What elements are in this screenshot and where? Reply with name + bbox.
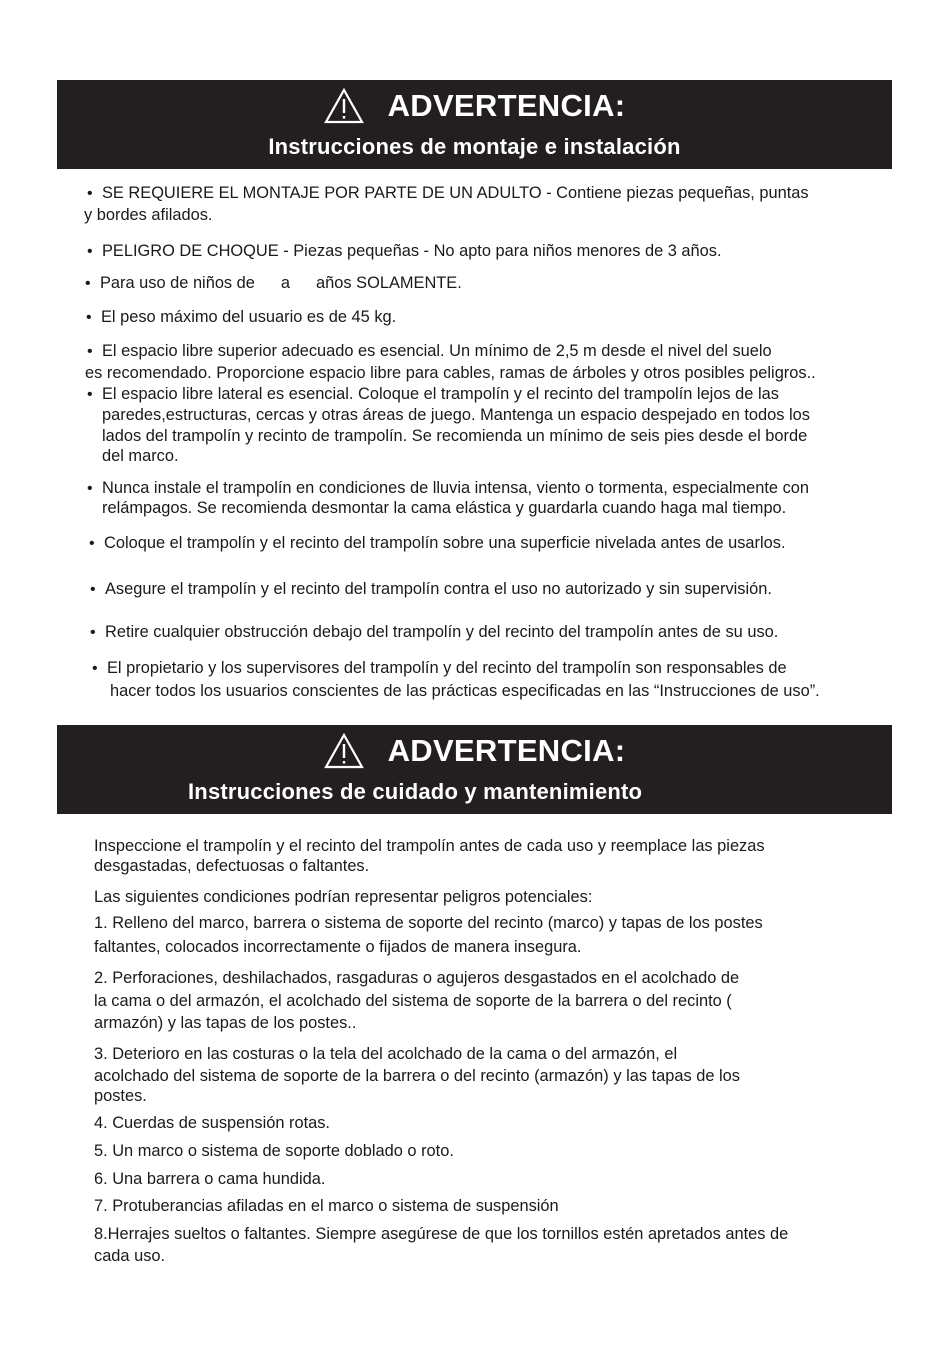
bullet-marker: • xyxy=(87,343,93,360)
item-choking-hazard: PELIGRO DE CHOQUE - Piezas pequeñas - No apto para niños menores de 3 años. xyxy=(102,242,722,260)
age-range-suffix: años SOLAMENTE. xyxy=(316,274,462,292)
item-side-clearance-line: El espacio libre lateral es esencial. Coloque el trampolín y el recinto del trampolín lejos de las xyxy=(102,385,779,403)
inspection-intro-line: Inspeccione el trampolín y el recinto del trampolín antes de cada uso y reemplace las piezas xyxy=(94,837,765,855)
warning-banner-maintenance xyxy=(57,725,892,814)
hazard-item-7: 7. Protuberancias afiladas en el marco o sistema de suspensión xyxy=(94,1197,559,1215)
hazard-item-3-line: acolchado del sistema de soporte de la barrera o del recinto (armazón) y las tapas de los xyxy=(94,1067,740,1085)
hazard-item-3-line: postes. xyxy=(94,1087,147,1105)
bullet-marker: • xyxy=(92,660,98,677)
bullet-marker: • xyxy=(89,535,95,552)
hazard-item-1-line: 1. Relleno del marco, barrera o sistema de soporte del recinto (marco) y tapas de los postes xyxy=(94,914,763,932)
item-adult-assembly-line: SE REQUIERE EL MONTAJE POR PARTE DE UN ADULTO - Contiene piezas pequeñas, puntas xyxy=(102,184,809,202)
item-side-clearance-line: del marco. xyxy=(102,447,179,465)
item-side-clearance-line: paredes,estructuras, cercas y otras áreas de juego. Mantenga un espacio despejado en todos los xyxy=(102,406,810,424)
age-range-prefix: Para uso de niños de xyxy=(100,274,255,292)
item-adult-assembly-line: y bordes afilados. xyxy=(84,206,213,224)
item-overhead-clearance-line: es recomendado. Proporcione espacio libre para cables, ramas de árboles y otros posibles peligros.. xyxy=(85,364,816,382)
bullet-marker: • xyxy=(87,386,93,403)
hazard-item-2-line: la cama o del armazón, el acolchado del sistema de soporte de la barrera o del recinto ( xyxy=(94,992,732,1010)
warning-banner-assembly xyxy=(57,80,892,169)
item-max-weight: El peso máximo del usuario es de 45 kg. xyxy=(101,308,397,326)
bullet-marker: • xyxy=(90,624,96,641)
inspection-intro-line: desgastadas, defectuosas o faltantes. xyxy=(94,857,370,875)
item-weather-line: Nunca instale el trampolín en condiciones de lluvia intensa, viento o tormenta, especialmente con xyxy=(102,479,810,497)
banner-subtitle: Instrucciones de montaje e instalación xyxy=(268,134,681,159)
item-remove-obstructions: Retire cualquier obstrucción debajo del trampolín y del recinto del trampolín antes de su uso. xyxy=(105,623,779,641)
banner-title-row xyxy=(57,88,892,124)
bullet-marker: • xyxy=(90,581,96,598)
bullet-marker: • xyxy=(86,309,92,326)
hazard-item-2-line: 2. Perforaciones, deshilachados, rasgaduras o agujeros desgastados en el acolchado de xyxy=(94,969,740,987)
warning-triangle-icon xyxy=(324,733,364,769)
banner-title-row xyxy=(57,733,892,769)
item-overhead-clearance-line: El espacio libre superior adecuado es esencial. Un mínimo de 2,5 m desde el nivel del suelo xyxy=(102,342,772,360)
item-secure-unauthorized: Asegure el trampolín y el recinto del trampolín contra el uso no autorizado y sin supervisión. xyxy=(105,580,772,598)
banner-title: ADVERTENCIA: xyxy=(387,88,626,123)
warning-triangle-icon xyxy=(324,88,364,124)
bullet-marker: • xyxy=(87,480,93,497)
age-range-connector: a xyxy=(280,274,291,292)
hazard-item-3-line: 3. Deterioro en las costuras o la tela del acolchado de la cama o del armazón, el xyxy=(94,1045,678,1063)
hazard-item-5: 5. Un marco o sistema de soporte doblado o roto. xyxy=(94,1142,454,1160)
hazard-item-1-line: faltantes, colocados incorrectamente o fijados de manera insegura. xyxy=(94,938,582,956)
hazard-item-4: 4. Cuerdas de suspensión rotas. xyxy=(94,1114,330,1132)
item-level-surface: Coloque el trampolín y el recinto del trampolín sobre una superficie nivelada antes de usarlos. xyxy=(104,534,786,552)
item-owner-responsibility-line: hacer todos los usuarios conscientes de las prácticas especificadas en las “Instrucciones de uso”. xyxy=(110,682,820,700)
item-weather-line: relámpagos. Se recomienda desmontar la cama elástica y guardarla cuando haga mal tiempo. xyxy=(102,499,787,517)
item-age-range xyxy=(100,273,462,294)
bullet-marker: • xyxy=(87,243,93,260)
banner-subtitle: Instrucciones de cuidado y mantenimiento xyxy=(188,779,643,804)
bullet-marker: • xyxy=(85,275,91,292)
hazard-item-6: 6. Una barrera o cama hundida. xyxy=(94,1170,326,1188)
bullet-marker: • xyxy=(87,185,93,202)
item-side-clearance-line: lados del trampolín y recinto de trampolín. Se recomienda un mínimo de seis pies desde el borde xyxy=(102,427,808,445)
hazards-intro: Las siguientes condiciones podrían representar peligros potenciales: xyxy=(94,888,593,906)
item-owner-responsibility-line: El propietario y los supervisores del trampolín y del recinto del trampolín son responsables de xyxy=(107,659,787,677)
hazard-item-2-line: armazón) y las tapas de los postes.. xyxy=(94,1014,357,1032)
hazard-item-8-line: 8.Herrajes sueltos o faltantes. Siempre asegúrese de que los tornillos estén apretados antes de xyxy=(94,1225,789,1243)
hazard-item-8-line: cada uso. xyxy=(94,1247,166,1265)
banner-title: ADVERTENCIA: xyxy=(387,733,626,768)
